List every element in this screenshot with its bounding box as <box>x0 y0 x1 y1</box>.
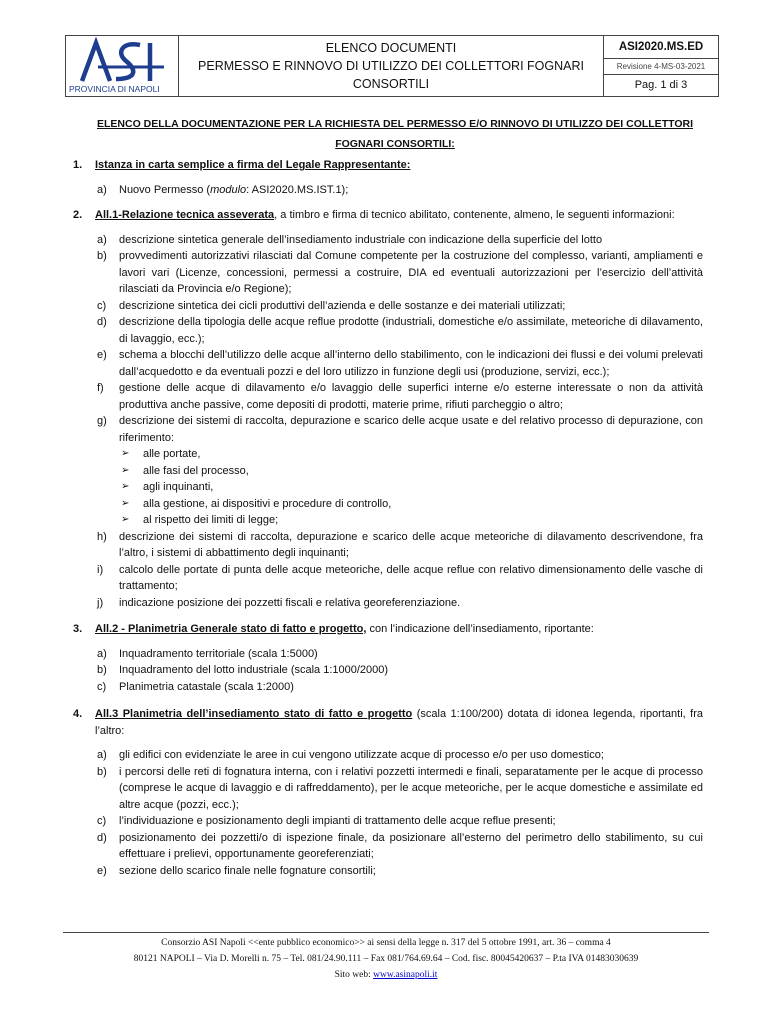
footer <box>63 932 709 983</box>
item-list <box>95 747 703 879</box>
header-title-line: CONSORTILI <box>352 77 430 91</box>
list-item-text: Inquadramento territoriale (scala 1:5000) <box>119 647 318 660</box>
section-heading-bold: Istanza in carta semplice a firma del Legale Rappresentante: <box>95 159 411 171</box>
list-item <box>95 747 703 764</box>
sub-list-item-text: alle portate, <box>143 448 201 460</box>
section-heading-bold: All.3 Planimetria dell’insediamento stato di fatto e progetto <box>95 708 413 720</box>
header-title-line: PERMESSO E RINNOVO DI UTILIZZO DEI COLLETTORI FOGNARI <box>198 59 584 73</box>
list-item-text: : ASI2020.MS.IST.1); <box>246 183 349 196</box>
list-item <box>95 298 703 315</box>
sub-list <box>119 446 703 529</box>
footer-line: Consorzio ASI Napoli <<ente pubblico economico>> ai sensi della legge n. 317 del 5 ottobre 1991, art. 36 – comma 4 <box>161 938 611 948</box>
list-item <box>95 314 703 347</box>
page-number: Pag. 1 di 3 <box>634 79 688 92</box>
footer-line: 80121 NAPOLI – Via D. Morelli n. 75 – Tel. 081/24.90.111 – Fax 081/764.69.64 – Cod. fisc. 80045420637 – P.ta IVA 01483030639 <box>133 954 639 964</box>
section-number: 1. <box>73 159 83 171</box>
section-heading <box>95 621 703 638</box>
list-item-text: indicazione posizione dei pozzetti fiscali e relativa georeferenziazione. <box>119 596 461 609</box>
section-heading-text: con l’indicazione dell’insediamento, riportante: <box>366 623 594 635</box>
section-number: 2. <box>73 209 83 221</box>
list-item-text: gli edifici con evidenziate le aree in cui vengono utilizzate acque di processo e/o per uso domestico; <box>119 749 604 761</box>
website-link[interactable]: www.asinapoli.it <box>373 970 438 980</box>
list-item-letter: h) <box>97 530 107 543</box>
list-item-letter: a) <box>97 647 107 660</box>
document-title <box>90 114 700 154</box>
list-item-letter: i) <box>97 563 104 576</box>
section-heading-text: (scala 1:100/200) dotata di idonea legenda, riportanti, fra l’altro: <box>95 708 703 737</box>
section-1 <box>73 157 703 198</box>
list-item-text: posizionamento dei pozzetti/o di ispezione finale, da posizionare all’esterno del perimetro dello stabilimento, su cui effettuare i prelievi, opportunamente georeferenziati; <box>119 831 703 860</box>
list-item-text: i percorsi delle reti di fognatura interna, con i relativi pozzetti intermedi e finali, separatamente per le acque di processo (comprese le acque di lavaggio e di raffreddamento), per le acque meteoriche, per le acque domestiche e assimilate ed altre acque (pozzi, ecc.); <box>119 765 703 811</box>
item-list <box>95 232 703 612</box>
section-heading-bold: All.1-Relazione tecnica asseverata <box>95 209 275 221</box>
footer-website-label: Sito web: <box>334 970 374 980</box>
sub-list-item <box>121 463 703 480</box>
list-item <box>95 347 703 380</box>
list-item-letter: e) <box>97 864 107 877</box>
section-number: 3. <box>73 623 83 635</box>
list-item <box>95 248 703 298</box>
header-meta <box>604 36 718 96</box>
province-label: PROVINCIA DI NAPOLI <box>69 84 160 94</box>
item-list <box>95 182 703 199</box>
sub-list-item-text: agli inquinanti, <box>143 481 214 493</box>
item-list <box>95 646 703 696</box>
document-title-line: FOGNARI CONSORTILI: <box>335 138 455 150</box>
section-heading <box>95 706 703 739</box>
section-3 <box>73 621 703 695</box>
list-item <box>95 662 703 679</box>
list-item-text: provvedimenti autorizzativi rilasciati dal Comune competente per la costruzione del complesso, varianti, ampliamenti e lavori vari (Licenze, concessioni, permessi a costruire, DIA ed eventuali autorizzazioni per l’esercizio dell’attività rilasciati da Provincia e/o Regione); <box>119 250 703 295</box>
list-item-letter: b) <box>97 664 107 676</box>
list-item-text: calcolo delle portate di punta delle acque meteoriche, delle acque reflue con relativo dimensionamento delle vasche di trattamento; <box>119 563 703 592</box>
list-item <box>95 764 703 814</box>
list-item <box>95 529 703 562</box>
arrow-bullet-icon: ➢ <box>121 464 130 476</box>
section-heading-bold: All.2 - Planimetria Generale stato di fatto e progetto, <box>95 623 367 635</box>
list-item-letter: d) <box>97 831 107 844</box>
list-item-text: descrizione dei sistemi di raccolta, depurazione e scarico delle acque meteoriche di dilavamento descrivendone, fra l’altro, i sistemi di abbattimento degli inquinanti; <box>119 530 703 559</box>
section-heading-text: , a timbro e firma di tecnico abilitato, contenente, almeno, le seguenti informazioni: <box>274 209 675 221</box>
list-item-letter: a) <box>97 749 107 761</box>
document-body <box>73 157 703 879</box>
list-item <box>95 562 703 595</box>
list-item-text: descrizione della tipologia delle acque reflue prodotte (industriali, domestiche e/o assimilate, meteoriche di dilavamento, di lavaggio, ecc.); <box>119 316 703 345</box>
list-item-text: schema a blocchi dell’utilizzo delle acque all’interno dello stabilimento, con le indicazioni dei flussi e dei volumi prelevati dall’acquedotto e da eventuali pozzi e del loro utilizzo in funzione degli usi (produzione, servizi, ecc.); <box>119 349 703 378</box>
list-item-text: Inquadramento del lotto industriale (scala 1:1000/2000) <box>119 664 389 676</box>
section-heading <box>95 157 703 174</box>
list-item-text: descrizione sintetica generale dell’insediamento industriale con indicazione della superficie del lotto <box>119 233 603 246</box>
arrow-bullet-icon: ➢ <box>121 514 130 525</box>
list-item-letter: d) <box>97 316 107 328</box>
list-item <box>95 380 703 413</box>
sub-list-item <box>121 446 703 463</box>
section-4 <box>73 706 703 879</box>
list-item-text: descrizione dei sistemi di raccolta, depurazione e scarico delle acque usate e del relativo processo di depurazione, con riferimento: <box>119 415 703 444</box>
arrow-bullet-icon: ➢ <box>121 448 130 459</box>
asi-logo-icon <box>78 26 166 83</box>
list-item-text: l’individuazione e posizionamento degli impianti di trattamento delle acque reflue presenti; <box>119 815 556 827</box>
revision-label: Revisione 4-MS-03-2021 <box>604 59 718 75</box>
list-item <box>95 813 703 830</box>
list-item-letter: a) <box>97 233 107 246</box>
list-item-letter: c) <box>97 299 107 312</box>
sub-list-item <box>121 512 703 529</box>
list-item-letter: c) <box>97 815 107 827</box>
list-item-letter: b) <box>97 250 107 262</box>
list-item-letter: f) <box>97 382 104 394</box>
arrow-bullet-icon: ➢ <box>121 481 130 492</box>
document-code: ASI2020.MS.ED <box>604 36 718 59</box>
sub-list-item <box>121 479 703 496</box>
list-item <box>95 679 703 696</box>
document-title-line: ELENCO DELLA DOCUMENTAZIONE PER LA RICHIESTA DEL PERMESSO E/O RINNOVO DI UTILIZZO DEI COLLETTORI <box>97 118 693 130</box>
logo-text: ASI <box>78 26 104 43</box>
section-heading <box>95 207 703 224</box>
sub-list-item-text: al rispetto dei limiti di legge; <box>143 514 279 526</box>
list-item-text: descrizione sintetica dei cicli produttivi dell’azienda e delle sostanze e dei materiali utilizzati; <box>119 299 566 312</box>
list-item-text: gestione delle acque di dilavamento e/o lavaggio delle superfici interne e/o esterne interessate o non da attività produttiva anche passive, come depositi di prodotti, materie prime, rifiuti parcheggio o altro; <box>119 382 703 411</box>
section-number: 4. <box>73 708 83 720</box>
list-item-letter: a) <box>97 183 107 196</box>
list-item-letter: b) <box>97 765 107 778</box>
arrow-bullet-icon: ➢ <box>121 497 130 509</box>
sub-list-item-text: alla gestione, ai dispositivi e procedure di controllo, <box>143 497 392 510</box>
footer-website <box>63 967 709 983</box>
list-item-text: Nuovo Permesso ( <box>119 183 211 196</box>
list-item <box>95 413 703 529</box>
header-title-line: ELENCO DOCUMENTI <box>325 41 457 55</box>
list-item <box>95 646 703 663</box>
logo-cell <box>66 26 179 96</box>
sub-list-item-text: alle fasi del processo, <box>143 464 249 477</box>
header-table <box>65 26 719 97</box>
list-item <box>95 863 703 880</box>
list-item-text: sezione dello scarico finale nelle fognature consortili; <box>119 864 376 877</box>
list-item-letter: g) <box>97 415 107 427</box>
list-item-letter: c) <box>97 680 107 693</box>
list-item <box>95 830 703 863</box>
list-item <box>95 182 703 199</box>
list-item-text: modulo <box>210 183 247 196</box>
list-item-letter: e) <box>97 349 107 361</box>
section-2 <box>73 207 703 611</box>
list-item <box>95 232 703 249</box>
sub-list-item <box>121 496 703 513</box>
list-item-letter: j) <box>97 596 104 609</box>
header-title <box>179 36 604 96</box>
list-item <box>95 595 703 612</box>
list-item-text: Planimetria catastale (scala 1:2000) <box>119 680 294 693</box>
